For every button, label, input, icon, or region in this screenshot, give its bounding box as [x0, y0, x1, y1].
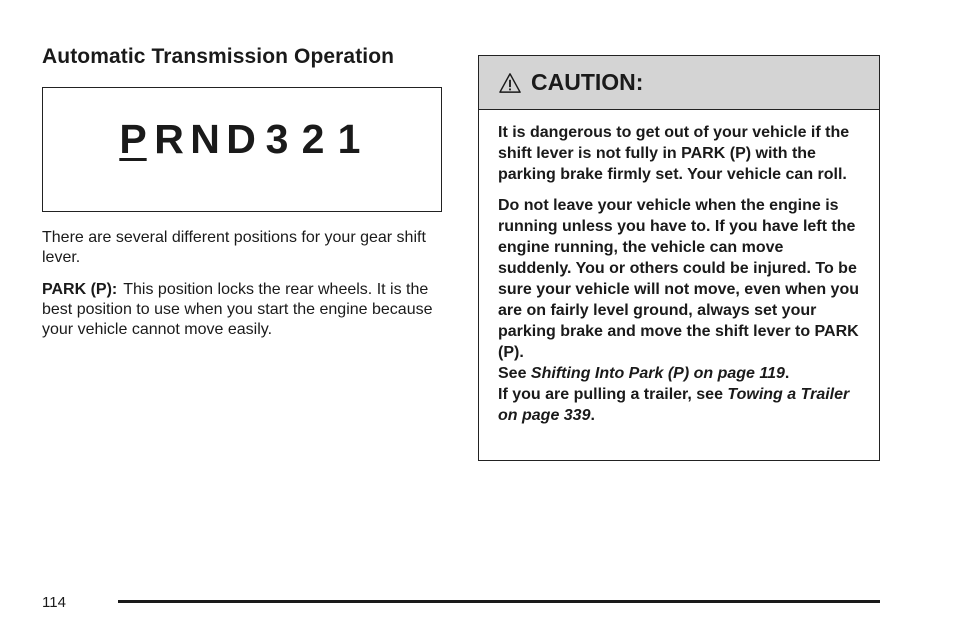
shifting-into-park-reference[interactable]: Shifting Into Park (P) on page 119 — [530, 365, 785, 382]
caution-paragraph-1: It is dangerous to get out of your vehicle if the shift lever is not fully in PARK (P) with the parking brake firmly set. Your vehicle can roll. — [498, 124, 850, 183]
page-number: 114 — [42, 594, 66, 611]
park-term: PARK (P): — [42, 281, 118, 298]
park-paragraph — [42, 280, 447, 340]
see-prefix: See — [498, 365, 531, 382]
trailer-suffix: . — [590, 407, 595, 424]
caution-body — [479, 110, 879, 426]
caution-paragraph-2-main: Do not leave your vehicle when the engine is running unless you have to. If you have left the engine running, the vehicle can move suddenly. You or others could be injured. To be sure your vehicle will not move, even when you are on fairly level ground, always set your parking brake and move the shift lever to PARK (P). — [498, 197, 859, 361]
towing-a-trailer-reference[interactable]: Towing a Trailer on page 339 — [498, 386, 850, 424]
gear-indicator-box — [42, 87, 442, 212]
section-title: Automatic Transmission Operation — [42, 45, 395, 68]
gear-park: P — [119, 116, 147, 162]
caution-box — [478, 55, 880, 461]
park-description: This position locks the rear wheels. It is the best position to use when you start the engine because your vehicle cannot move easily. — [42, 281, 433, 338]
intro-paragraph: There are several different positions for your gear shift lever. — [42, 229, 426, 266]
gear-third: 3 — [265, 116, 289, 162]
gear-drive: D — [226, 116, 256, 162]
gear-neutral: N — [190, 116, 220, 162]
footer-rule — [118, 600, 880, 603]
warning-triangle-icon — [499, 72, 521, 94]
caution-title: CAUTION: — [531, 69, 644, 95]
caution-paragraph-2 — [498, 195, 861, 426]
gear-first: 1 — [337, 116, 361, 162]
caution-header — [479, 56, 879, 110]
gear-indicator — [115, 115, 367, 164]
gear-reverse: R — [154, 116, 184, 162]
trailer-prefix: If you are pulling a trailer, see — [498, 386, 728, 403]
gear-second: 2 — [301, 116, 325, 162]
see-suffix: . — [784, 365, 790, 382]
